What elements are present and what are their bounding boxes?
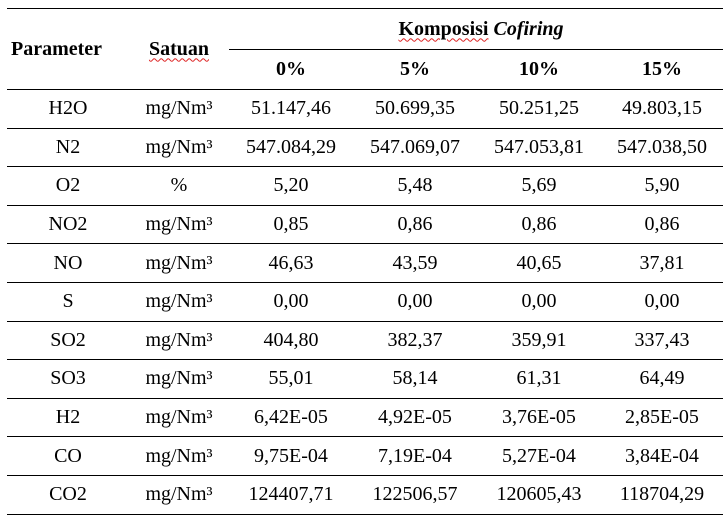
cell-value: 0,00 (601, 282, 723, 321)
cell-value: 359,91 (477, 321, 601, 360)
table-row (7, 167, 723, 206)
cell-unit: mg/Nm³ (129, 321, 229, 360)
cell-value: 0,00 (477, 282, 601, 321)
table-row (7, 282, 723, 321)
table-row (7, 205, 723, 244)
cell-value: 120605,43 (477, 475, 601, 514)
cell-parameter: CO2 (7, 475, 129, 514)
table-body (7, 90, 723, 515)
cell-unit: mg/Nm³ (129, 398, 229, 437)
cell-unit: mg/Nm³ (129, 437, 229, 476)
cell-value: 0,00 (229, 282, 353, 321)
cell-value: 547.069,07 (353, 128, 477, 167)
table-header (7, 9, 723, 90)
cell-value: 58,14 (353, 360, 477, 399)
cell-unit: mg/Nm³ (129, 282, 229, 321)
cell-unit: mg/Nm³ (129, 128, 229, 167)
header-composition-group (229, 9, 723, 50)
cell-parameter: NO2 (7, 205, 129, 244)
cell-value: 5,27E-04 (477, 437, 601, 476)
cell-unit: % (129, 167, 229, 206)
table-row (7, 90, 723, 129)
table-row (7, 321, 723, 360)
cell-value: 3,84E-04 (601, 437, 723, 476)
table-row (7, 128, 723, 167)
cell-parameter: NO (7, 244, 129, 283)
cell-value: 124407,71 (229, 475, 353, 514)
cell-parameter: H2O (7, 90, 129, 129)
cell-value: 51.147,46 (229, 90, 353, 129)
table-row (7, 437, 723, 476)
cell-value: 0,00 (353, 282, 477, 321)
header-level-1: 5% (353, 50, 477, 90)
cell-unit: mg/Nm³ (129, 90, 229, 129)
header-parameter: Parameter (7, 9, 129, 90)
cell-value: 0,85 (229, 205, 353, 244)
cell-value: 0,86 (353, 205, 477, 244)
cell-value: 4,92E-05 (353, 398, 477, 437)
table-row (7, 398, 723, 437)
cell-parameter: S (7, 282, 129, 321)
cell-parameter: O2 (7, 167, 129, 206)
cell-value: 5,48 (353, 167, 477, 206)
header-group-italic: Cofiring (493, 17, 564, 40)
cell-value: 547.084,29 (229, 128, 353, 167)
header-level-3: 15% (601, 50, 723, 90)
cell-value: 50.251,25 (477, 90, 601, 129)
cell-unit: mg/Nm³ (129, 360, 229, 399)
cell-parameter: SO2 (7, 321, 129, 360)
header-level-0: 0% (229, 50, 353, 90)
cell-value: 46,63 (229, 244, 353, 283)
cell-value: 37,81 (601, 244, 723, 283)
cell-value: 337,43 (601, 321, 723, 360)
table-row (7, 244, 723, 283)
cell-value: 50.699,35 (353, 90, 477, 129)
cell-value: 404,80 (229, 321, 353, 360)
cell-parameter: H2 (7, 398, 129, 437)
header-unit (129, 9, 229, 90)
cell-value: 49.803,15 (601, 90, 723, 129)
cell-value: 382,37 (353, 321, 477, 360)
cell-value: 7,19E-04 (353, 437, 477, 476)
cell-value: 3,76E-05 (477, 398, 601, 437)
cell-parameter: SO3 (7, 360, 129, 399)
cell-value: 0,86 (601, 205, 723, 244)
cell-value: 118704,29 (601, 475, 723, 514)
cell-value: 5,20 (229, 167, 353, 206)
cell-parameter: CO (7, 437, 129, 476)
header-group-main: Komposisi (398, 17, 489, 40)
cell-value: 9,75E-04 (229, 437, 353, 476)
header-unit-label: Satuan (148, 37, 210, 60)
cell-value: 5,90 (601, 167, 723, 206)
cell-value: 40,65 (477, 244, 601, 283)
cell-value: 5,69 (477, 167, 601, 206)
cell-value: 43,59 (353, 244, 477, 283)
cell-parameter: N2 (7, 128, 129, 167)
cell-value: 122506,57 (353, 475, 477, 514)
cell-value: 0,86 (477, 205, 601, 244)
table-row (7, 360, 723, 399)
cell-value: 6,42E-05 (229, 398, 353, 437)
cell-value: 2,85E-05 (601, 398, 723, 437)
cell-value: 55,01 (229, 360, 353, 399)
cell-unit: mg/Nm³ (129, 244, 229, 283)
cell-value: 64,49 (601, 360, 723, 399)
table-row (7, 475, 723, 514)
cell-unit: mg/Nm³ (129, 475, 229, 514)
cell-value: 547.038,50 (601, 128, 723, 167)
cell-value: 547.053,81 (477, 128, 601, 167)
header-level-2: 10% (477, 50, 601, 90)
composition-table (7, 8, 723, 515)
cell-value: 61,31 (477, 360, 601, 399)
cell-unit: mg/Nm³ (129, 205, 229, 244)
